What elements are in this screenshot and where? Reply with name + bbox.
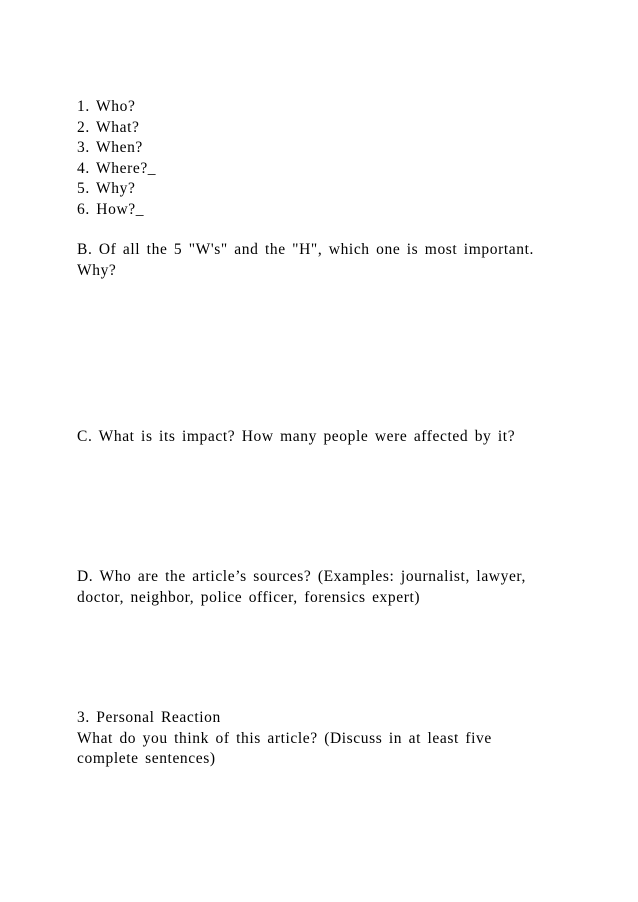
section-b-line-2: Why? xyxy=(77,261,117,279)
question-where: 4. Where?_ xyxy=(77,159,157,177)
question-when: 3. When? xyxy=(77,139,143,157)
question-who: 1. Who? xyxy=(77,98,136,115)
section-b-line-1: B. Of all the 5 "W's" and the "H", which one is most important. xyxy=(77,241,534,258)
question-what: 2. What? xyxy=(77,118,140,136)
section-personal-reaction xyxy=(77,708,567,770)
section-d-line-1: D. Who are the article’s sources? (Examples: journalist, lawyer, xyxy=(77,568,527,585)
section-3-line-1: What do you think of this article? (Discuss in at least five xyxy=(77,729,492,747)
section-d-line-2: doctor, neighbor, police officer, forensics expert) xyxy=(77,588,421,606)
section-c-line-1: C. What is its impact? How many people were affected by it? xyxy=(77,428,516,445)
section-d xyxy=(77,567,567,608)
question-how: 6. How?_ xyxy=(77,200,145,218)
question-why: 5. Why? xyxy=(77,180,136,198)
section-heading: 3. Personal Reaction xyxy=(77,709,221,726)
section-b xyxy=(77,240,567,281)
question-list xyxy=(77,97,156,221)
section-3-line-2: complete sentences) xyxy=(77,750,216,767)
section-c xyxy=(77,427,567,448)
